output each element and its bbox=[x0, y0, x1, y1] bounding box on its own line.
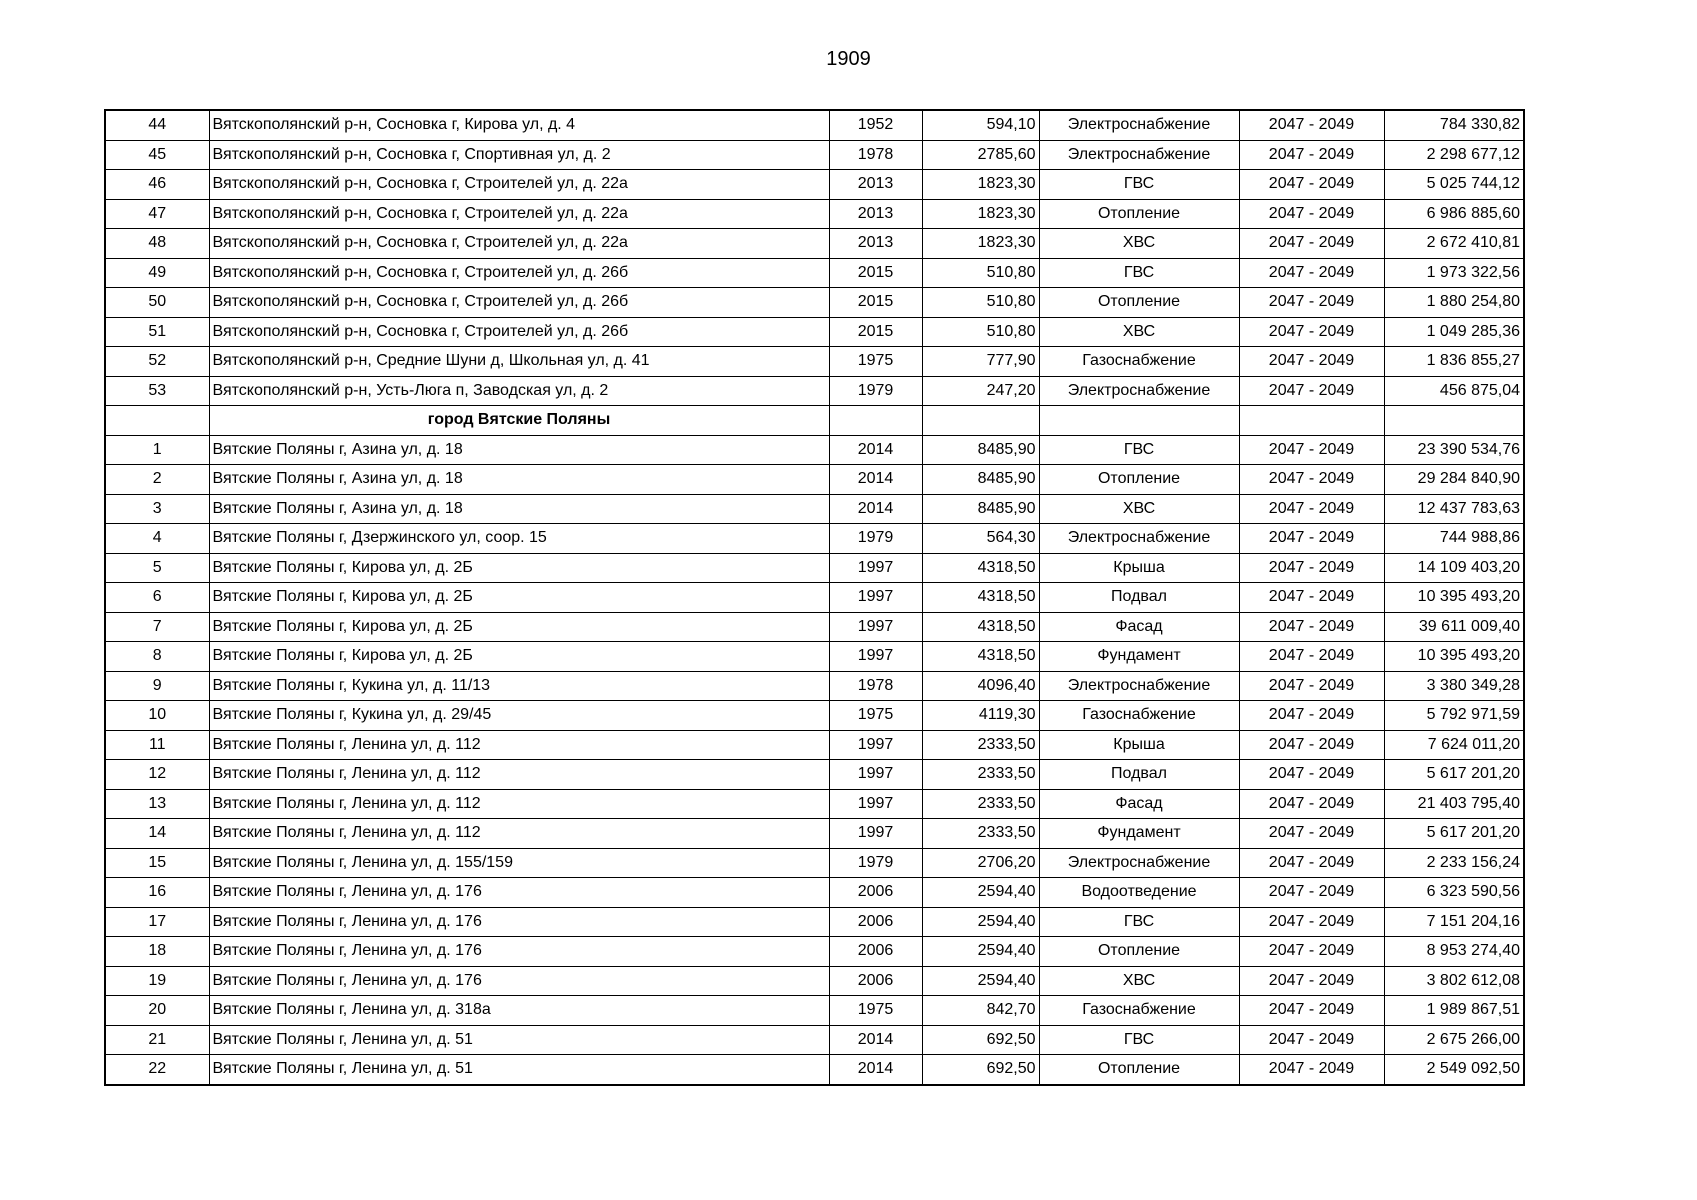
area-cell: 692,50 bbox=[922, 1025, 1039, 1055]
period-cell: 2047 - 2049 bbox=[1239, 376, 1384, 406]
build-year-cell: 1997 bbox=[829, 819, 922, 849]
table-row bbox=[105, 229, 1524, 259]
row-number-cell: 6 bbox=[105, 583, 209, 613]
period-cell: 2047 - 2049 bbox=[1239, 288, 1384, 318]
build-year-cell: 2006 bbox=[829, 966, 922, 996]
build-year-cell: 2015 bbox=[829, 258, 922, 288]
address-cell: Вятские Поляны г, Ленина ул, д. 112 bbox=[209, 819, 829, 849]
table-row bbox=[105, 671, 1524, 701]
area-cell: 4318,50 bbox=[922, 642, 1039, 672]
table-row bbox=[105, 878, 1524, 908]
work-type-cell: Отопление bbox=[1039, 199, 1239, 229]
section-heading-row bbox=[105, 406, 1524, 436]
work-type-cell: Водоотведение bbox=[1039, 878, 1239, 908]
row-number-cell: 14 bbox=[105, 819, 209, 849]
address-cell: Вятские Поляны г, Азина ул, д. 18 bbox=[209, 494, 829, 524]
table-row bbox=[105, 524, 1524, 554]
address-cell: Вятские Поляны г, Кукина ул, д. 29/45 bbox=[209, 701, 829, 731]
cost-cell: 3 802 612,08 bbox=[1384, 966, 1524, 996]
period-cell: 2047 - 2049 bbox=[1239, 642, 1384, 672]
area-cell: 594,10 bbox=[922, 110, 1039, 140]
area-cell: 8485,90 bbox=[922, 435, 1039, 465]
row-number-cell: 51 bbox=[105, 317, 209, 347]
section-title: город Вятские Поляны bbox=[209, 406, 829, 436]
row-number-cell: 3 bbox=[105, 494, 209, 524]
address-cell: Вятские Поляны г, Кукина ул, д. 11/13 bbox=[209, 671, 829, 701]
address-cell: Вятскополянский р-н, Средние Шуни д, Школьная ул, д. 41 bbox=[209, 347, 829, 377]
table-row bbox=[105, 435, 1524, 465]
row-number-cell: 12 bbox=[105, 760, 209, 790]
empty-cell bbox=[1384, 406, 1524, 436]
cost-cell: 5 617 201,20 bbox=[1384, 760, 1524, 790]
work-type-cell: Электроснабжение bbox=[1039, 140, 1239, 170]
address-cell: Вятские Поляны г, Кирова ул, д. 2Б bbox=[209, 642, 829, 672]
address-cell: Вятские Поляны г, Ленина ул, д. 176 bbox=[209, 878, 829, 908]
cost-cell: 5 792 971,59 bbox=[1384, 701, 1524, 731]
row-number-cell: 15 bbox=[105, 848, 209, 878]
area-cell: 692,50 bbox=[922, 1055, 1039, 1085]
build-year-cell: 2015 bbox=[829, 317, 922, 347]
address-cell: Вятские Поляны г, Кирова ул, д. 2Б bbox=[209, 583, 829, 613]
cost-cell: 23 390 534,76 bbox=[1384, 435, 1524, 465]
cost-cell: 6 323 590,56 bbox=[1384, 878, 1524, 908]
cost-cell: 1 989 867,51 bbox=[1384, 996, 1524, 1026]
period-cell: 2047 - 2049 bbox=[1239, 347, 1384, 377]
build-year-cell: 1997 bbox=[829, 789, 922, 819]
row-number-cell: 13 bbox=[105, 789, 209, 819]
table-row bbox=[105, 730, 1524, 760]
table-row bbox=[105, 1025, 1524, 1055]
address-cell: Вятские Поляны г, Ленина ул, д. 112 bbox=[209, 789, 829, 819]
address-cell: Вятские Поляны г, Ленина ул, д. 51 bbox=[209, 1055, 829, 1085]
row-number-cell: 5 bbox=[105, 553, 209, 583]
table-row bbox=[105, 701, 1524, 731]
table-row bbox=[105, 199, 1524, 229]
build-year-cell: 2006 bbox=[829, 937, 922, 967]
build-year-cell: 1997 bbox=[829, 730, 922, 760]
period-cell: 2047 - 2049 bbox=[1239, 996, 1384, 1026]
area-cell: 4318,50 bbox=[922, 583, 1039, 613]
build-year-cell: 1997 bbox=[829, 553, 922, 583]
area-cell: 2333,50 bbox=[922, 819, 1039, 849]
cost-cell: 1 880 254,80 bbox=[1384, 288, 1524, 318]
area-cell: 1823,30 bbox=[922, 229, 1039, 259]
row-number-cell: 17 bbox=[105, 907, 209, 937]
table-row bbox=[105, 494, 1524, 524]
build-year-cell: 2014 bbox=[829, 465, 922, 495]
cost-cell: 1 049 285,36 bbox=[1384, 317, 1524, 347]
period-cell: 2047 - 2049 bbox=[1239, 1055, 1384, 1085]
row-number-cell: 9 bbox=[105, 671, 209, 701]
period-cell: 2047 - 2049 bbox=[1239, 878, 1384, 908]
address-cell: Вятские Поляны г, Ленина ул, д. 176 bbox=[209, 966, 829, 996]
period-cell: 2047 - 2049 bbox=[1239, 819, 1384, 849]
work-type-cell: Крыша bbox=[1039, 553, 1239, 583]
address-cell: Вятскополянский р-н, Сосновка г, Строителей ул, д. 26б bbox=[209, 288, 829, 318]
row-number-cell: 11 bbox=[105, 730, 209, 760]
table-row bbox=[105, 966, 1524, 996]
area-cell: 2706,20 bbox=[922, 848, 1039, 878]
build-year-cell: 1997 bbox=[829, 760, 922, 790]
address-cell: Вятские Поляны г, Ленина ул, д. 112 bbox=[209, 760, 829, 790]
build-year-cell: 2013 bbox=[829, 199, 922, 229]
period-cell: 2047 - 2049 bbox=[1239, 907, 1384, 937]
repair-schedule-table bbox=[104, 109, 1525, 1086]
build-year-cell: 2014 bbox=[829, 494, 922, 524]
area-cell: 2594,40 bbox=[922, 966, 1039, 996]
row-number-cell: 45 bbox=[105, 140, 209, 170]
period-cell: 2047 - 2049 bbox=[1239, 524, 1384, 554]
work-type-cell: Крыша bbox=[1039, 730, 1239, 760]
table-row bbox=[105, 937, 1524, 967]
period-cell: 2047 - 2049 bbox=[1239, 435, 1384, 465]
work-type-cell: Фундамент bbox=[1039, 642, 1239, 672]
empty-cell bbox=[829, 406, 922, 436]
period-cell: 2047 - 2049 bbox=[1239, 760, 1384, 790]
work-type-cell: Отопление bbox=[1039, 1055, 1239, 1085]
period-cell: 2047 - 2049 bbox=[1239, 848, 1384, 878]
period-cell: 2047 - 2049 bbox=[1239, 494, 1384, 524]
table-row bbox=[105, 317, 1524, 347]
row-number-cell: 18 bbox=[105, 937, 209, 967]
address-cell: Вятские Поляны г, Ленина ул, д. 176 bbox=[209, 907, 829, 937]
table-row bbox=[105, 258, 1524, 288]
empty-cell bbox=[922, 406, 1039, 436]
row-number-cell: 22 bbox=[105, 1055, 209, 1085]
build-year-cell: 2014 bbox=[829, 435, 922, 465]
work-type-cell: ХВС bbox=[1039, 966, 1239, 996]
cost-cell: 6 986 885,60 bbox=[1384, 199, 1524, 229]
address-cell: Вятскополянский р-н, Сосновка г, Кирова ул, д. 4 bbox=[209, 110, 829, 140]
build-year-cell: 1978 bbox=[829, 671, 922, 701]
period-cell: 2047 - 2049 bbox=[1239, 671, 1384, 701]
build-year-cell: 1975 bbox=[829, 996, 922, 1026]
row-number-cell: 2 bbox=[105, 465, 209, 495]
area-cell: 510,80 bbox=[922, 258, 1039, 288]
address-cell: Вятские Поляны г, Кирова ул, д. 2Б bbox=[209, 612, 829, 642]
table-row bbox=[105, 789, 1524, 819]
address-cell: Вятскополянский р-н, Сосновка г, Строителей ул, д. 22а bbox=[209, 170, 829, 200]
area-cell: 8485,90 bbox=[922, 465, 1039, 495]
work-type-cell: ХВС bbox=[1039, 317, 1239, 347]
period-cell: 2047 - 2049 bbox=[1239, 170, 1384, 200]
address-cell: Вятские Поляны г, Ленина ул, д. 112 bbox=[209, 730, 829, 760]
work-type-cell: ХВС bbox=[1039, 229, 1239, 259]
cost-cell: 10 395 493,20 bbox=[1384, 642, 1524, 672]
period-cell: 2047 - 2049 bbox=[1239, 317, 1384, 347]
build-year-cell: 1979 bbox=[829, 376, 922, 406]
table-row bbox=[105, 760, 1524, 790]
table-body bbox=[105, 110, 1524, 1085]
table-row bbox=[105, 642, 1524, 672]
work-type-cell: Подвал bbox=[1039, 760, 1239, 790]
row-number-cell: 4 bbox=[105, 524, 209, 554]
build-year-cell: 1997 bbox=[829, 612, 922, 642]
area-cell: 2594,40 bbox=[922, 937, 1039, 967]
build-year-cell: 2013 bbox=[829, 170, 922, 200]
cost-cell: 7 624 011,20 bbox=[1384, 730, 1524, 760]
work-type-cell: ГВС bbox=[1039, 1025, 1239, 1055]
row-number-cell: 52 bbox=[105, 347, 209, 377]
table-row bbox=[105, 819, 1524, 849]
cost-cell: 2 672 410,81 bbox=[1384, 229, 1524, 259]
period-cell: 2047 - 2049 bbox=[1239, 199, 1384, 229]
address-cell: Вятские Поляны г, Ленина ул, д. 51 bbox=[209, 1025, 829, 1055]
build-year-cell: 2014 bbox=[829, 1025, 922, 1055]
table-row bbox=[105, 907, 1524, 937]
area-cell: 842,70 bbox=[922, 996, 1039, 1026]
table-row bbox=[105, 376, 1524, 406]
area-cell: 247,20 bbox=[922, 376, 1039, 406]
area-cell: 1823,30 bbox=[922, 170, 1039, 200]
address-cell: Вятские Поляны г, Ленина ул, д. 176 bbox=[209, 937, 829, 967]
address-cell: Вятские Поляны г, Азина ул, д. 18 bbox=[209, 435, 829, 465]
address-cell: Вятские Поляны г, Дзержинского ул, соор. 15 bbox=[209, 524, 829, 554]
area-cell: 510,80 bbox=[922, 317, 1039, 347]
row-number-cell: 46 bbox=[105, 170, 209, 200]
row-number-cell: 44 bbox=[105, 110, 209, 140]
table-row bbox=[105, 347, 1524, 377]
work-type-cell: Отопление bbox=[1039, 937, 1239, 967]
row-number-cell: 19 bbox=[105, 966, 209, 996]
period-cell: 2047 - 2049 bbox=[1239, 1025, 1384, 1055]
period-cell: 2047 - 2049 bbox=[1239, 701, 1384, 731]
row-number-cell: 10 bbox=[105, 701, 209, 731]
build-year-cell: 1975 bbox=[829, 347, 922, 377]
build-year-cell: 1997 bbox=[829, 642, 922, 672]
work-type-cell: Фундамент bbox=[1039, 819, 1239, 849]
work-type-cell: ХВС bbox=[1039, 494, 1239, 524]
cost-cell: 2 298 677,12 bbox=[1384, 140, 1524, 170]
area-cell: 2333,50 bbox=[922, 789, 1039, 819]
cost-cell: 7 151 204,16 bbox=[1384, 907, 1524, 937]
row-number-cell: 50 bbox=[105, 288, 209, 318]
period-cell: 2047 - 2049 bbox=[1239, 583, 1384, 613]
table-row bbox=[105, 170, 1524, 200]
row-number-cell: 20 bbox=[105, 996, 209, 1026]
table-row bbox=[105, 583, 1524, 613]
address-cell: Вятские Поляны г, Ленина ул, д. 318а bbox=[209, 996, 829, 1026]
address-cell: Вятские Поляны г, Азина ул, д. 18 bbox=[209, 465, 829, 495]
cost-cell: 3 380 349,28 bbox=[1384, 671, 1524, 701]
work-type-cell: Отопление bbox=[1039, 288, 1239, 318]
empty-cell bbox=[105, 406, 209, 436]
table-row bbox=[105, 1055, 1524, 1085]
area-cell: 4096,40 bbox=[922, 671, 1039, 701]
cost-cell: 1 836 855,27 bbox=[1384, 347, 1524, 377]
build-year-cell: 2013 bbox=[829, 229, 922, 259]
area-cell: 2594,40 bbox=[922, 878, 1039, 908]
work-type-cell: Электроснабжение bbox=[1039, 110, 1239, 140]
area-cell: 2333,50 bbox=[922, 730, 1039, 760]
period-cell: 2047 - 2049 bbox=[1239, 937, 1384, 967]
work-type-cell: Газоснабжение bbox=[1039, 996, 1239, 1026]
area-cell: 2594,40 bbox=[922, 907, 1039, 937]
work-type-cell: Отопление bbox=[1039, 465, 1239, 495]
period-cell: 2047 - 2049 bbox=[1239, 140, 1384, 170]
cost-cell: 12 437 783,63 bbox=[1384, 494, 1524, 524]
address-cell: Вятскополянский р-н, Сосновка г, Строителей ул, д. 26б bbox=[209, 258, 829, 288]
build-year-cell: 1952 bbox=[829, 110, 922, 140]
cost-cell: 8 953 274,40 bbox=[1384, 937, 1524, 967]
cost-cell: 10 395 493,20 bbox=[1384, 583, 1524, 613]
cost-cell: 456 875,04 bbox=[1384, 376, 1524, 406]
table-row bbox=[105, 110, 1524, 140]
row-number-cell: 7 bbox=[105, 612, 209, 642]
cost-cell: 2 675 266,00 bbox=[1384, 1025, 1524, 1055]
build-year-cell: 1975 bbox=[829, 701, 922, 731]
area-cell: 4318,50 bbox=[922, 612, 1039, 642]
build-year-cell: 1979 bbox=[829, 848, 922, 878]
cost-cell: 784 330,82 bbox=[1384, 110, 1524, 140]
cost-cell: 1 973 322,56 bbox=[1384, 258, 1524, 288]
row-number-cell: 53 bbox=[105, 376, 209, 406]
cost-cell: 2 549 092,50 bbox=[1384, 1055, 1524, 1085]
area-cell: 2333,50 bbox=[922, 760, 1039, 790]
build-year-cell: 2014 bbox=[829, 1055, 922, 1085]
cost-cell: 5 025 744,12 bbox=[1384, 170, 1524, 200]
work-type-cell: Электроснабжение bbox=[1039, 376, 1239, 406]
work-type-cell: Электроснабжение bbox=[1039, 524, 1239, 554]
build-year-cell: 2006 bbox=[829, 878, 922, 908]
period-cell: 2047 - 2049 bbox=[1239, 789, 1384, 819]
period-cell: 2047 - 2049 bbox=[1239, 110, 1384, 140]
row-number-cell: 49 bbox=[105, 258, 209, 288]
cost-cell: 39 611 009,40 bbox=[1384, 612, 1524, 642]
area-cell: 4318,50 bbox=[922, 553, 1039, 583]
work-type-cell: ГВС bbox=[1039, 170, 1239, 200]
table-row bbox=[105, 553, 1524, 583]
area-cell: 510,80 bbox=[922, 288, 1039, 318]
cost-cell: 29 284 840,90 bbox=[1384, 465, 1524, 495]
work-type-cell: Фасад bbox=[1039, 612, 1239, 642]
area-cell: 8485,90 bbox=[922, 494, 1039, 524]
area-cell: 777,90 bbox=[922, 347, 1039, 377]
table-row bbox=[105, 140, 1524, 170]
area-cell: 4119,30 bbox=[922, 701, 1039, 731]
area-cell: 564,30 bbox=[922, 524, 1039, 554]
work-type-cell: Электроснабжение bbox=[1039, 848, 1239, 878]
empty-cell bbox=[1239, 406, 1384, 436]
work-type-cell: ГВС bbox=[1039, 435, 1239, 465]
work-type-cell: ГВС bbox=[1039, 907, 1239, 937]
period-cell: 2047 - 2049 bbox=[1239, 553, 1384, 583]
address-cell: Вятскополянский р-н, Сосновка г, Строителей ул, д. 22а bbox=[209, 229, 829, 259]
build-year-cell: 1979 bbox=[829, 524, 922, 554]
build-year-cell: 2015 bbox=[829, 288, 922, 318]
address-cell: Вятскополянский р-н, Сосновка г, Строителей ул, д. 22а bbox=[209, 199, 829, 229]
area-cell: 1823,30 bbox=[922, 199, 1039, 229]
area-cell: 2785,60 bbox=[922, 140, 1039, 170]
period-cell: 2047 - 2049 bbox=[1239, 465, 1384, 495]
row-number-cell: 21 bbox=[105, 1025, 209, 1055]
work-type-cell: Газоснабжение bbox=[1039, 701, 1239, 731]
cost-cell: 5 617 201,20 bbox=[1384, 819, 1524, 849]
work-type-cell: Газоснабжение bbox=[1039, 347, 1239, 377]
table-row bbox=[105, 612, 1524, 642]
row-number-cell: 8 bbox=[105, 642, 209, 672]
page-number: 1909 bbox=[826, 48, 871, 70]
table-row bbox=[105, 288, 1524, 318]
cost-cell: 744 988,86 bbox=[1384, 524, 1524, 554]
address-cell: Вятскополянский р-н, Сосновка г, Спортивная ул, д. 2 bbox=[209, 140, 829, 170]
address-cell: Вятскополянский р-н, Сосновка г, Строителей ул, д. 26б bbox=[209, 317, 829, 347]
period-cell: 2047 - 2049 bbox=[1239, 229, 1384, 259]
work-type-cell: Фасад bbox=[1039, 789, 1239, 819]
row-number-cell: 48 bbox=[105, 229, 209, 259]
table-row bbox=[105, 465, 1524, 495]
address-cell: Вятскополянский р-н, Усть-Люга п, Заводская ул, д. 2 bbox=[209, 376, 829, 406]
period-cell: 2047 - 2049 bbox=[1239, 612, 1384, 642]
cost-cell: 2 233 156,24 bbox=[1384, 848, 1524, 878]
cost-cell: 14 109 403,20 bbox=[1384, 553, 1524, 583]
work-type-cell: ГВС bbox=[1039, 258, 1239, 288]
table-row bbox=[105, 848, 1524, 878]
address-cell: Вятские Поляны г, Ленина ул, д. 155/159 bbox=[209, 848, 829, 878]
row-number-cell: 16 bbox=[105, 878, 209, 908]
row-number-cell: 1 bbox=[105, 435, 209, 465]
address-cell: Вятские Поляны г, Кирова ул, д. 2Б bbox=[209, 553, 829, 583]
cost-cell: 21 403 795,40 bbox=[1384, 789, 1524, 819]
period-cell: 2047 - 2049 bbox=[1239, 730, 1384, 760]
period-cell: 2047 - 2049 bbox=[1239, 966, 1384, 996]
empty-cell bbox=[1039, 406, 1239, 436]
build-year-cell: 1978 bbox=[829, 140, 922, 170]
build-year-cell: 2006 bbox=[829, 907, 922, 937]
build-year-cell: 1997 bbox=[829, 583, 922, 613]
table-row bbox=[105, 996, 1524, 1026]
period-cell: 2047 - 2049 bbox=[1239, 258, 1384, 288]
row-number-cell: 47 bbox=[105, 199, 209, 229]
work-type-cell: Подвал bbox=[1039, 583, 1239, 613]
work-type-cell: Электроснабжение bbox=[1039, 671, 1239, 701]
